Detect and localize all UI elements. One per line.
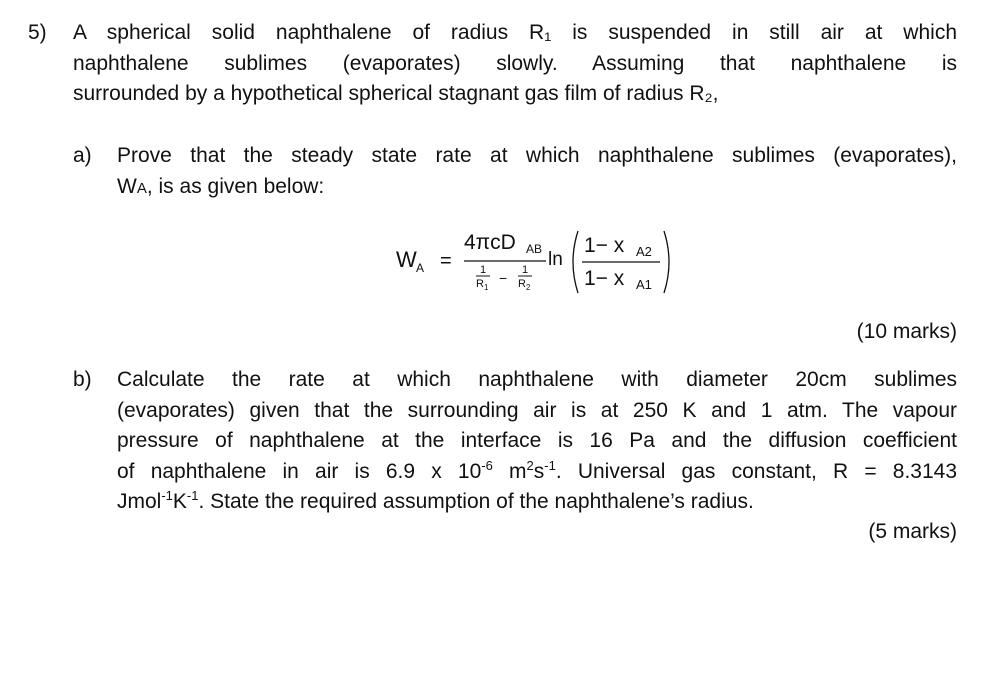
part-b-line-1: Calculate the rate at which naphthalene with diameter 20cm sublimes: [117, 368, 957, 391]
part-b-line-4: [117, 457, 957, 488]
question-intro-line-3: surrounded by a hypothetical spherical stagnant gas film of radius R₂,: [73, 82, 719, 105]
part-b-line-4-c: s: [533, 459, 545, 483]
question-number: 5): [28, 21, 47, 44]
part-a-marks: (10 marks): [856, 320, 957, 343]
part-b-line-4-d: . Universal gas constant, R = 8.3143: [555, 459, 958, 483]
eq-equals: =: [440, 250, 452, 272]
eq-den-one-b: 1: [522, 264, 529, 276]
part-b-line-2: (evaporates) given that the surrounding air is at 250 K and 1 atm. The vapour: [117, 398, 957, 422]
eq-den-one-a: 1: [480, 264, 487, 276]
part-b-line-5-a: Jmol: [117, 490, 162, 513]
eq-numerator-sub: AB: [526, 242, 543, 256]
eq-den-r2-sub: 2: [526, 283, 531, 292]
eq-ln: ln: [548, 249, 563, 270]
part-b-label: b): [73, 368, 92, 391]
eq-frac-denominator-sub: A1: [636, 277, 652, 292]
part-b-text: [117, 365, 957, 518]
part-b-line-5-sup-2: -1: [186, 488, 199, 503]
part-b-line-4-sup-1: -6: [481, 457, 493, 473]
question-intro: [73, 18, 957, 110]
eq-numerator: 4πcD: [464, 231, 516, 254]
rate-equation: [396, 225, 686, 300]
eq-lhs-w: W: [396, 247, 417, 272]
part-b-line-5: [117, 487, 957, 518]
part-b-line-4-sup-3: -1: [544, 457, 556, 473]
eq-lhs-sub: A: [416, 261, 425, 275]
part-b-line-5-b: K: [172, 490, 187, 513]
eq-den-r1-sub: 1: [484, 283, 489, 292]
question-intro-line-1: A spherical solid naphthalene of radius R₁ is suspended in still air at which: [73, 21, 957, 44]
part-b-line-4-b: m: [492, 459, 527, 483]
part-b-line-5-c: . State the required assumption of the naphthalene’s radius.: [198, 490, 754, 513]
eq-frac-numerator: 1− x: [584, 234, 625, 257]
eq-right-paren: [664, 231, 669, 293]
eq-den-r2: R: [518, 278, 526, 290]
question-intro-line-2: naphthalene sublimes (evaporates) slowly. Assuming that naphthalene is: [73, 51, 957, 75]
eq-frac-numerator-sub: A2: [636, 244, 652, 259]
part-b-line-3: pressure of naphthalene at the interface is 16 Pa and the diffusion coefficient: [117, 429, 957, 452]
rate-equation-graphic: [396, 225, 686, 300]
eq-den-minus: −: [499, 270, 508, 286]
eq-frac-denominator: 1− x: [584, 267, 625, 290]
part-b-line-4-a: of naphthalene in air is 6.9 x 10: [117, 459, 482, 483]
part-a-text: [117, 141, 957, 204]
part-a-w-symbol: W: [117, 174, 137, 198]
part-a-w-subscript: A: [136, 179, 147, 197]
part-a-label: a): [73, 144, 92, 167]
part-b-line-5-sup-1: -1: [161, 488, 173, 503]
part-b-line-4-sup-2: 2: [526, 457, 534, 473]
part-b-marks: (5 marks): [868, 520, 957, 543]
eq-den-r1: R: [476, 278, 484, 290]
part-a-line-2-suffix: , is as given below:: [146, 174, 325, 198]
eq-left-paren: [573, 231, 578, 293]
part-a-line-2: [117, 172, 957, 205]
part-a-line-1: Prove that the steady state rate at which naphthalene sublimes (evaporates),: [117, 144, 957, 167]
